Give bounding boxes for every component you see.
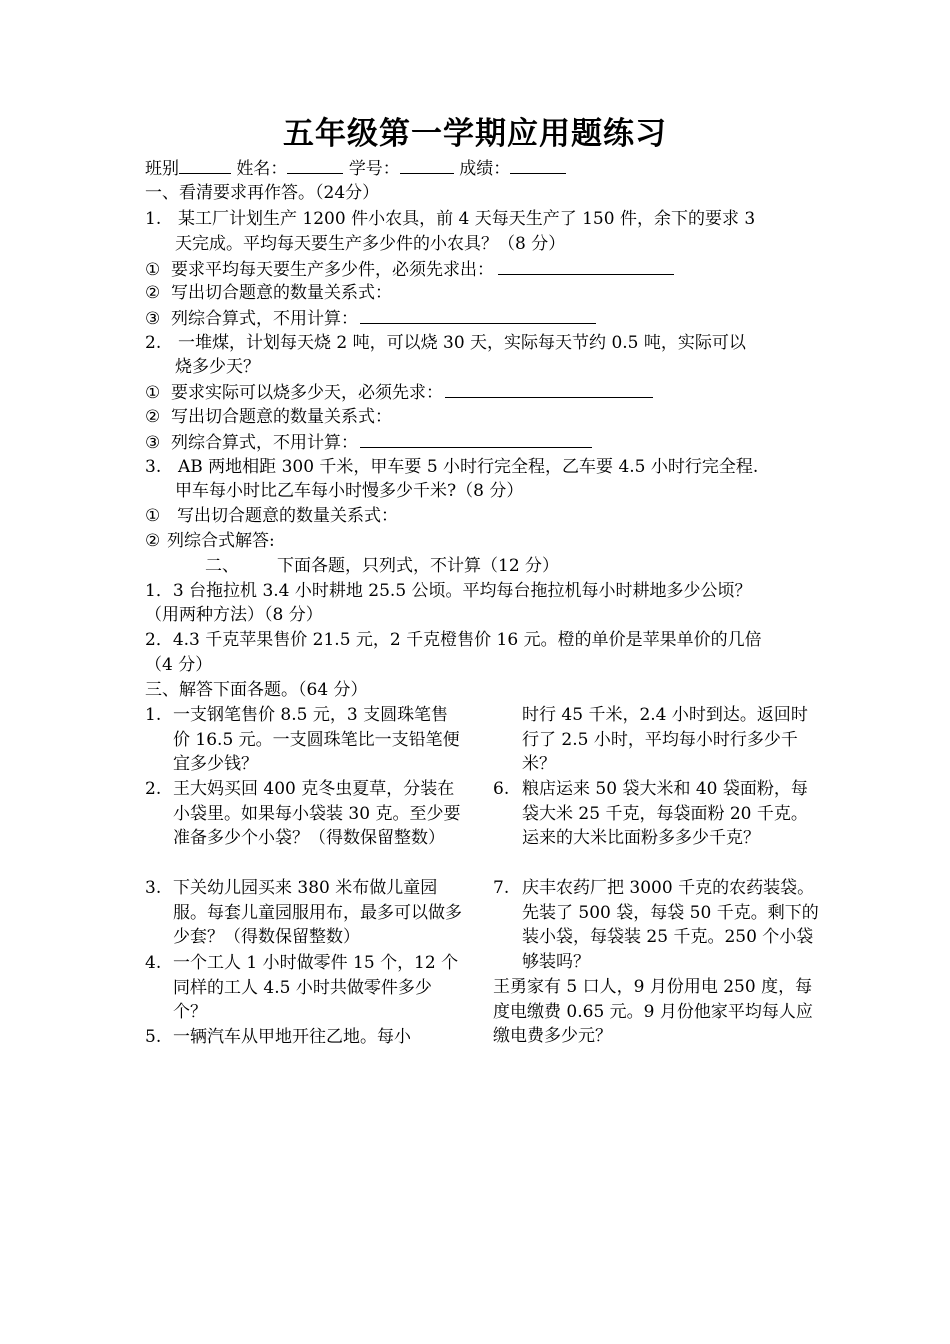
q1-step1-text: 要求平均每天要生产多少件，必须先求出：: [171, 260, 494, 280]
q2-step1-text: 要求实际可以烧多少天，必须先求：: [171, 383, 443, 403]
s3-q4-text: 一个工人 1 小时做零件 15 个，12 个同样的工人 4.5 小时共做零件多少个？: [173, 953, 459, 1023]
score-label: 成绩：: [459, 159, 511, 179]
s3-q1-number: 1.: [145, 705, 162, 725]
step-marker: ①: [145, 260, 161, 280]
s3-q2-number: 2.: [145, 779, 162, 799]
q1-step3-blank[interactable]: [360, 306, 596, 324]
q2-step2: [145, 405, 392, 429]
header-fields: [145, 156, 566, 181]
q1-line1: 某工厂计划生产 1200 件小农具，前 4 天每天生产了 150 件，余下的要求 3: [178, 209, 756, 229]
section1-heading: 一、看清要求再作答。（24分）: [145, 183, 380, 203]
section2-heading: [205, 554, 559, 578]
step-marker: ③: [145, 433, 161, 453]
q2-line2: 烧多少天？: [175, 357, 260, 377]
q2-step2-text: 写出切合题意的数量关系式：: [171, 407, 392, 427]
s2-q2-line2: （4 分）: [145, 655, 213, 675]
q3-step1-text: 写出切合题意的数量关系式：: [177, 506, 398, 526]
q2-step3: [145, 430, 592, 455]
s2-q1-line1: 1．3 台拖拉机 3.4 小时耕地 25.5 公顷。平均每台拖拉机每小时耕地多少公顷？: [145, 581, 752, 601]
id-blank[interactable]: [400, 156, 454, 174]
s3-q3-number: 3.: [145, 878, 162, 898]
step-marker: ②: [145, 407, 161, 427]
s3-q2-text: 王大妈买回 400 克冬虫夏草，分装在小袋里。如果每小袋装 30 克。至少要准备多少个小袋？（得数保留整数）: [173, 779, 461, 849]
score-blank[interactable]: [510, 156, 566, 174]
q3-step2: [145, 529, 275, 553]
s2-q2-line1: 2．4.3 千克苹果售价 21.5 元，2 千克橙售价 16 元。橙的单价是苹果单价的几倍: [145, 630, 762, 650]
s2-q1-line2: （用两种方法）（8 分）: [145, 605, 323, 625]
name-label: 姓名：: [236, 159, 288, 179]
s3-q3-text: 下关幼儿园买来 380 米布做儿童园服。每套儿童园服用布，最多可以做多少套？（得数保留整数）: [173, 878, 462, 948]
q3-line1: AB 两地相距 300 千米，甲车要 5 小时行完全程，乙车要 4.5 小时行完全程.: [178, 457, 759, 477]
step-marker: ②: [145, 283, 161, 303]
s3-q5-continued: 时行 45 千米，2.4 小时到达。返回时行了 2.5 小时，平均每小时行多少千米？: [522, 705, 808, 775]
q2-step3-text: 列综合算式，不用计算：: [171, 433, 358, 453]
q1-step1: [145, 257, 674, 282]
section2-number: 二、: [205, 556, 239, 576]
s3-q1-text: 一支钢笔售价 8.5 元，3 支圆珠笔售价 16.5 元。一支圆珠笔比一支铅笔便宜多少钱？: [173, 705, 460, 775]
section3-heading: 三、解答下面各题。（64 分）: [145, 680, 368, 700]
q2-number: 2.: [145, 333, 162, 353]
step-marker: ①: [145, 506, 161, 526]
step-marker: ②: [145, 531, 161, 551]
s3-q7-text: 庆丰农药厂把 3000 千克的农药装袋。先装了 500 袋，每袋 50 千克。剩下的装小袋，每袋装 25 千克。250 个小袋够装吗？: [522, 878, 819, 972]
q1-step2: [145, 281, 392, 305]
s3-q5-number: 5.: [145, 1027, 162, 1047]
section2-heading-text: 下面各题，只列式，不计算（12 分）: [277, 556, 560, 576]
s3-q8-text: 王勇家有 5 口人，9 月份用电 250 度，每度电缴费 0.65 元。9 月份他家平均每人应缴电费多少元？: [493, 977, 813, 1047]
worksheet-title: 五年级第一学期应用题练习: [283, 116, 667, 152]
q3-step2-text: 列综合式解答:: [167, 531, 275, 551]
s3-q6-number: 6.: [493, 779, 510, 799]
id-label: 学号：: [348, 159, 400, 179]
q1-number: 1.: [145, 209, 162, 229]
s3-q7-number: 7.: [493, 878, 510, 898]
name-blank[interactable]: [287, 156, 343, 174]
s3-q6-text: 粮店运来 50 袋大米和 40 袋面粉，每袋大米 25 千克，每袋面粉 20 千克。运来的大米比面粉多多少千克？: [522, 779, 808, 849]
q3-number: 3.: [145, 457, 162, 477]
q1-step3: [145, 306, 596, 331]
s3-q5-text: 一辆汽车从甲地开往乙地。每小: [173, 1027, 411, 1047]
q1-line2: 天完成。平均每天要生产多少件的小农具？（8 分）: [175, 234, 566, 254]
q2-step1-blank[interactable]: [445, 380, 653, 398]
step-marker: ③: [145, 309, 161, 329]
q2-step1: [145, 380, 653, 405]
q1-step1-blank[interactable]: [498, 257, 674, 275]
q2-step3-blank[interactable]: [360, 430, 592, 448]
step-marker: ①: [145, 383, 161, 403]
class-blank[interactable]: [179, 156, 231, 174]
q3-line2: 甲车每小时比乙车每小时慢多少千米?（8 分）: [175, 481, 524, 501]
q3-step1: [145, 504, 398, 528]
q2-line1: 一堆煤，计划每天烧 2 吨，可以烧 30 天，实际每天节约 0.5 吨，实际可以: [178, 333, 746, 353]
q1-step3-text: 列综合算式，不用计算：: [171, 309, 358, 329]
s3-q4-number: 4.: [145, 953, 162, 973]
class-label: 班别: [145, 159, 179, 179]
q1-step2-text: 写出切合题意的数量关系式：: [171, 283, 392, 303]
